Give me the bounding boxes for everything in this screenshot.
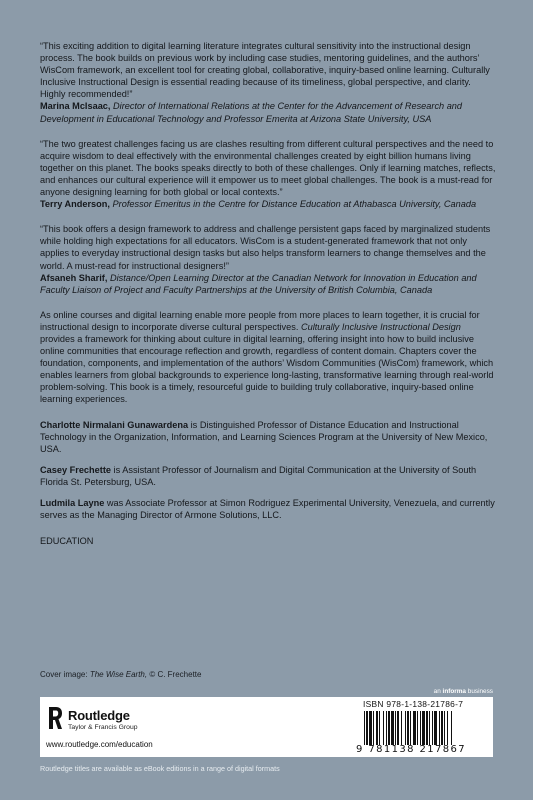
publisher-panel bbox=[40, 697, 493, 757]
publisher-website[interactable]: www.routledge.com/education bbox=[46, 740, 153, 749]
author-name: Ludmila Layne bbox=[40, 498, 105, 508]
subject-category: EDUCATION bbox=[40, 536, 94, 547]
barcode-digits: 9 781138 217867 bbox=[356, 744, 467, 755]
publisher-name: Routledge bbox=[68, 708, 130, 723]
review-2 bbox=[40, 138, 498, 211]
reviewer-affiliation: Professor Emeritus in the Centre for Distance Education at Athabasca University, Canada bbox=[112, 199, 477, 210]
cover-image-credit: Cover image: The Wise Earth, © C. Frechette bbox=[40, 670, 202, 679]
isbn-number: ISBN 978-1-138-21786-7 bbox=[363, 699, 464, 709]
book-description: As online courses and digital learning enable more people from more places to learn together, it is crucial for instructional design to incorporate diverse cultural perspectives. Culturally Inclusive Instructional Design provides a framework for thinking about culture in digital learning, offering insight into how to build inclusive online communities that encourage reflection and growth, regardless of content domain. Chapters cover the foundation, components, and implementation of the authors’ Wisdom Communities (WisCom) framework, which enables learners from global backgrounds to experience long-lasting, transformative learning through real-world problem-solving. This book is a timely, resourceful guide to building truly collaborative, inquiry-based online learning experiences. bbox=[40, 309, 494, 405]
author-bio-2: Casey Frechette is Assistant Professor of Journalism and Digital Communication at the University of South Florida St. Petersburg, USA. bbox=[40, 464, 477, 487]
reviewer-name: Marina McIsaac, bbox=[40, 101, 111, 112]
review-1 bbox=[40, 40, 498, 125]
review-quote: “The two greatest challenges facing us are clashes resulting from different cultural perspectives and the need to acquire wisdom to deal effectively with the environmental challenges created by eight billion humans living together on this planet. The books speaks directly to both of these challenges. Only if learning matches, reflects, and enhances our cultural experience will it empower us to meet global challenges. The book is a must-read for anyone designing learning for both global or local contexts.” bbox=[40, 138, 496, 198]
author-bio-3: Ludmila Layne was Associate Professor at Simon Rodriguez Experimental University, Venezuela, and currently serves as the Managing Director of Armone Solutions, LLC. bbox=[40, 498, 495, 521]
review-3 bbox=[40, 223, 498, 296]
publisher-group: Taylor & Francis Group bbox=[68, 724, 138, 731]
ebook-footnote: Routledge titles are available as eBook editions in a range of digital formats bbox=[40, 764, 280, 773]
reviewer-name: Terry Anderson, bbox=[40, 199, 110, 210]
routledge-logo-icon bbox=[46, 705, 64, 731]
reviewer-affiliation: Distance/Open Learning Director at the Canadian Network for Innovation in Education and Faculty Liaison of Project and Faculty Partnerships at the University of British Columbia, Canada bbox=[40, 272, 477, 295]
isbn-barcode bbox=[362, 711, 490, 747]
cover-text bbox=[40, 40, 498, 547]
review-quote: “This exciting addition to digital learning literature integrates cultural sensitivity into the instructional design process. The book builds on previous work by including case studies, mentoring guidelines, and the authors’ WisCom framework, an excellent tool for creating global, collaborative, inquiry-based online learning. Culturally Inclusive Instructional Design is essential reading because of its timeliness, global perspective, and clarity. Highly recommended!” bbox=[40, 41, 490, 100]
author-name: Casey Frechette bbox=[40, 464, 111, 475]
reviewer-affiliation: Director of International Relations at the Center for the Advancement of Research and Development in Educational Technology and Professor Emerita at Arizona State University, USA bbox=[40, 101, 463, 124]
review-quote: “This book offers a design framework to address and challenge persistent gaps faced by marginalized students while holding high expectations for all educators. WisCom is a student-generated framework that not only applies to everyday instructional design tasks but also helps transform learners to change themselves and the world. A must-read for instructional designers!” bbox=[40, 224, 491, 271]
book-title: Culturally Inclusive Instructional Design bbox=[300, 321, 461, 332]
author-bio-1: Charlotte Nirmalani Gunawardena is Distinguished Professor of Distance Education and Instructional Technology in the Organization, Information, and Learning Sciences Program at the University of New Mexico, USA. bbox=[40, 419, 488, 454]
author-name: Charlotte Nirmalani Gunawardena bbox=[40, 419, 189, 430]
reviewer-name: Afsaneh Sharif, bbox=[40, 272, 108, 283]
informa-business-tag: an informa business bbox=[433, 688, 493, 695]
